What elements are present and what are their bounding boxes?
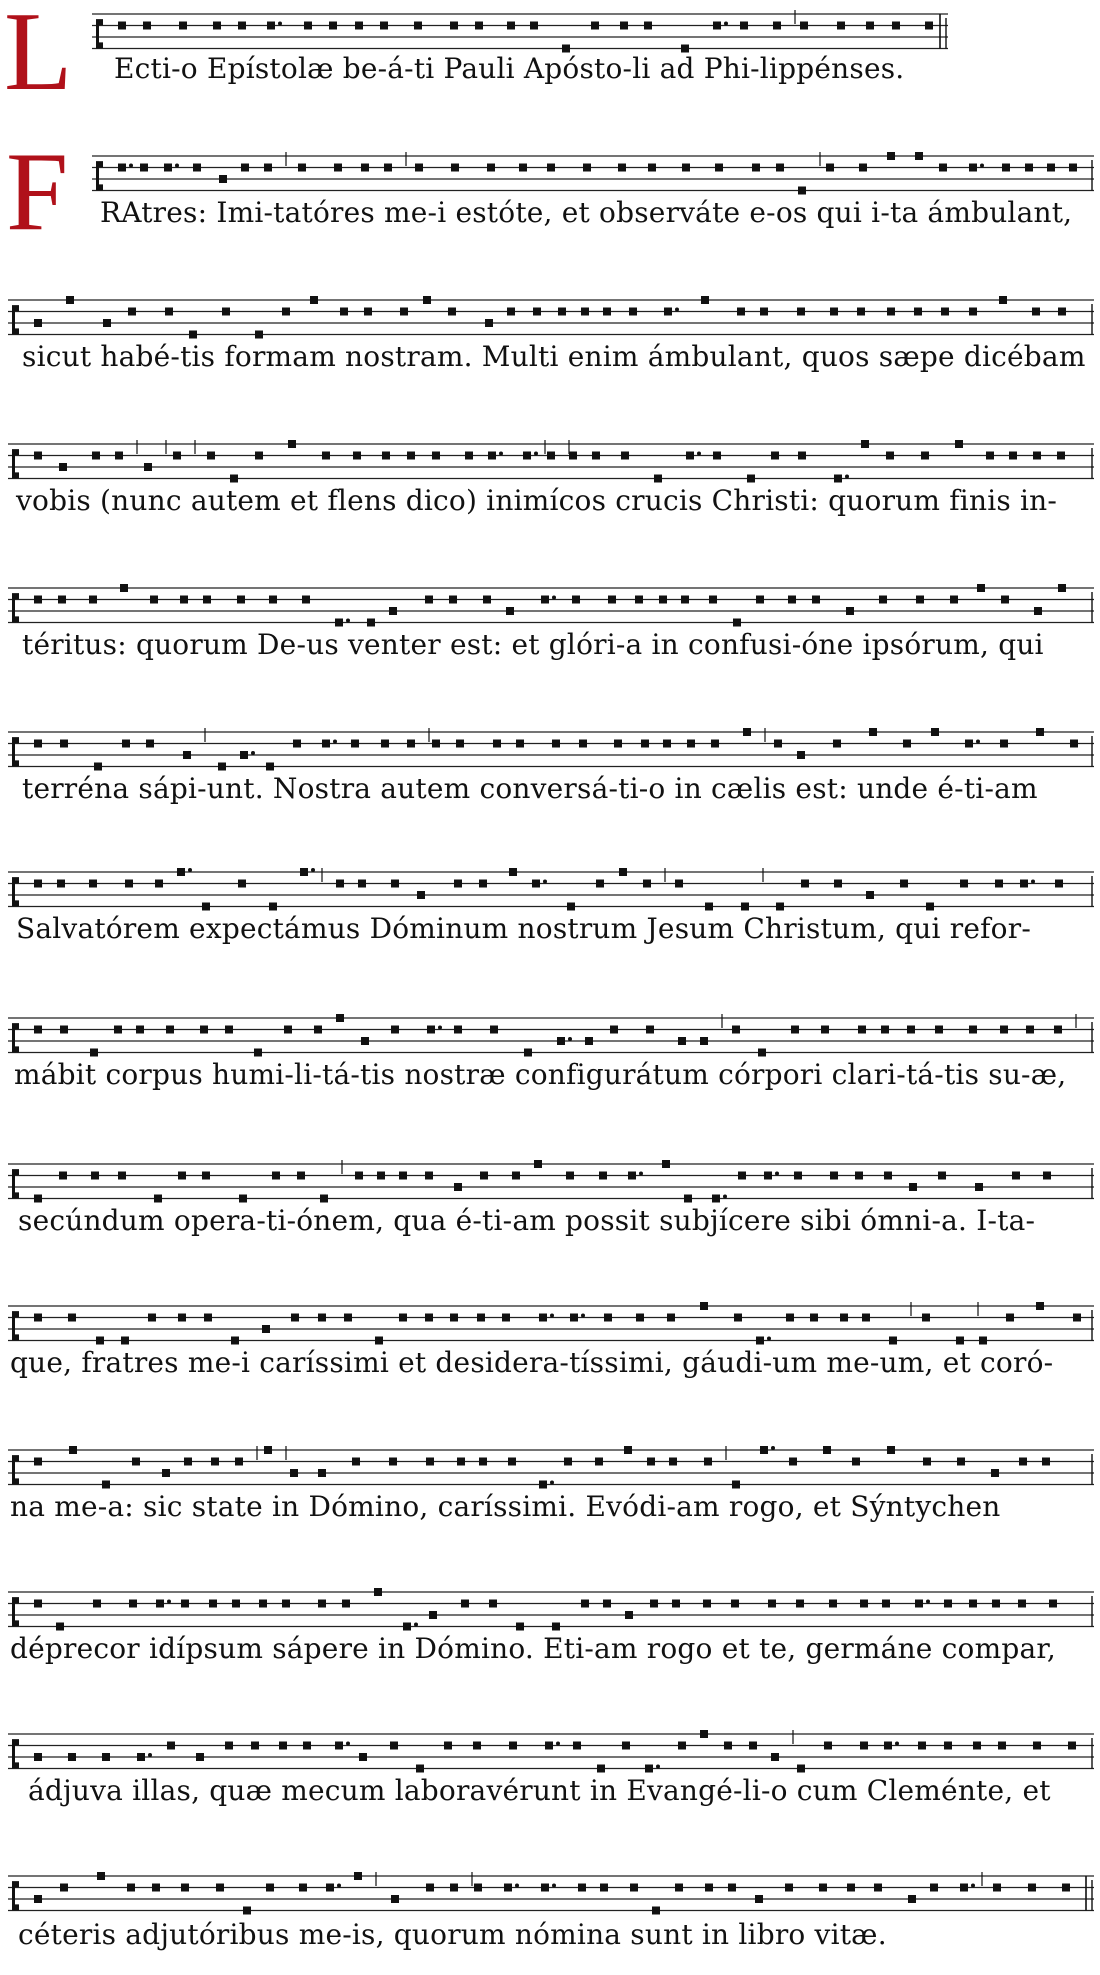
punctum-note — [541, 1884, 549, 1892]
c-clef-icon — [12, 1881, 19, 1910]
punctum-note — [426, 1884, 434, 1892]
punctum-note — [266, 1884, 274, 1892]
mora-dot — [515, 1884, 519, 1888]
punctum-note — [874, 1884, 882, 1892]
punctum-note — [908, 1895, 916, 1903]
punctum-note — [216, 1884, 224, 1892]
punctum-note — [819, 1884, 827, 1892]
punctum-note — [630, 1884, 638, 1892]
lyric-line: Salvatórem expectámus Dóminum nostrum Jesum Christum, qui refor- — [16, 912, 1031, 945]
punctum-note — [97, 1872, 105, 1880]
punctum-note — [1028, 1884, 1036, 1892]
lyric-line: sicut habé-tis formam nostram. Multi enim ámbulant, quos sæpe dicébam — [22, 340, 1086, 373]
punctum-note — [728, 1884, 736, 1892]
lyric-line: ádjuva illas, quæ mecum laboravérunt in Evangé-li-o cum Cleménte, et — [28, 1774, 1051, 1807]
lyric-line: Ecti-o Epístolæ be-á-ti Pauli Apósto-li ad Phi-lippénses. — [114, 52, 905, 85]
punctum-note — [675, 1884, 683, 1892]
punctum-note — [299, 1884, 307, 1892]
punctum-note — [243, 1907, 251, 1915]
lyric-line: que, fratres me-i caríssimi et desidera-tíssimi, gáudi-um me-um, et coró- — [10, 1346, 1054, 1379]
lyric-line: RAtres: Imi-tatóres me-i estóte, et observáte e-os qui i-ta ámbulant, — [100, 196, 1073, 229]
punctum-note — [326, 1884, 334, 1892]
lyric-line: mábit corpus humi-li-tá-tis nostræ configurátum córpori clari-tá-tis su-æ, — [14, 1058, 1067, 1091]
punctum-note — [755, 1895, 763, 1903]
punctum-note — [705, 1884, 713, 1892]
lyric-line: déprecor idípsum sápere in Dómino. Eti-am rogo et te, germáne compar, — [10, 1632, 1056, 1665]
lyric-line: céteris adjutóribus me-is, quorum nómina sunt in libro vitæ. — [18, 1918, 887, 1951]
lyric-line: terréna sápi-unt. Nostra autem conversá-ti-o in cælis est: unde é-ti-am — [22, 772, 1038, 805]
punctum-note — [474, 1884, 482, 1892]
lyric-line: vobis (nunc autem et flens dico) inimícos crucis Christi: quorum finis in- — [16, 484, 1058, 517]
punctum-note — [960, 1884, 968, 1892]
punctum-note — [847, 1884, 855, 1892]
mora-dot — [337, 1884, 341, 1888]
initial-letter-f: F — [6, 130, 69, 254]
punctum-note — [785, 1884, 793, 1892]
punctum-note — [152, 1884, 160, 1892]
punctum-note — [1062, 1884, 1070, 1892]
punctum-note — [652, 1907, 660, 1915]
punctum-note — [450, 1884, 458, 1892]
mora-dot — [552, 1884, 556, 1888]
punctum-note — [354, 1872, 362, 1880]
punctum-note — [930, 1884, 938, 1892]
punctum-note — [578, 1884, 586, 1892]
punctum-note — [391, 1895, 399, 1903]
initial-letter-l: L — [4, 0, 73, 114]
punctum-note — [600, 1884, 608, 1892]
punctum-note — [504, 1884, 512, 1892]
mora-dot — [971, 1884, 975, 1888]
punctum-note — [181, 1884, 189, 1892]
punctum-note — [127, 1884, 135, 1892]
punctum-note — [993, 1884, 1001, 1892]
lyric-line: téritus: quorum De-us venter est: et glóri-a in confusi-óne ipsórum, qui — [22, 628, 1044, 661]
punctum-note — [34, 1895, 42, 1903]
punctum-note — [60, 1884, 68, 1892]
lyric-line: secúndum opera-ti-ónem, qua é-ti-am possit subjícere sibi ómni-a. I-ta- — [18, 1204, 1036, 1237]
lyric-line: na me-a: sic state in Dómino, caríssimi. Evódi-am rogo, et Sýntychen — [10, 1490, 1001, 1523]
